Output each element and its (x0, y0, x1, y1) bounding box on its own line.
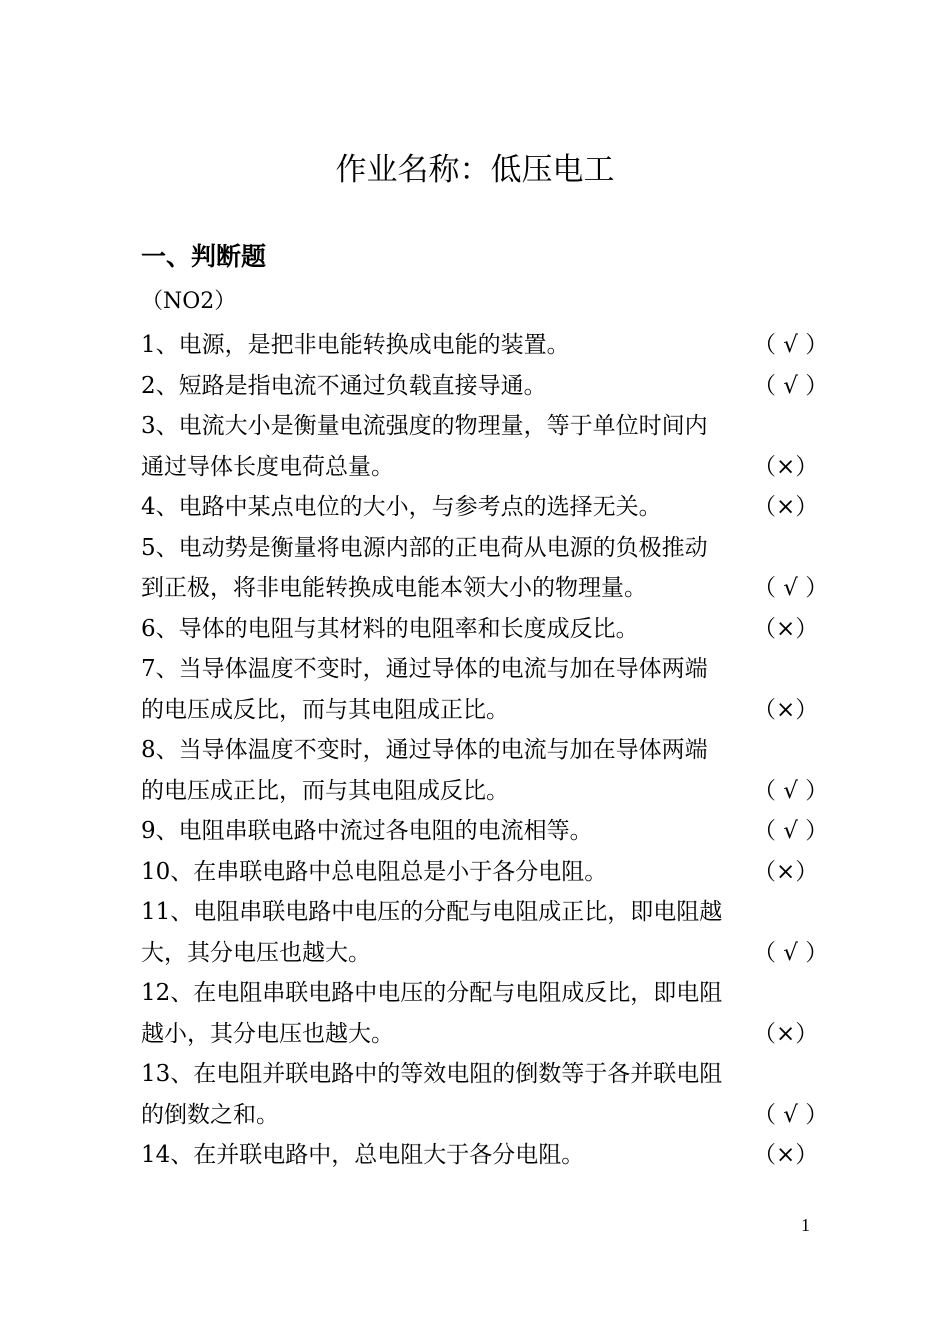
answer-mark: （ √ ） (753, 818, 829, 844)
answer-mark: （ √ ） (753, 1102, 829, 1128)
question-line (141, 730, 811, 770)
question-text: 到正极，将非电能转换成电能本领大小的物理量。 (141, 575, 647, 601)
answer-mark: （×） (753, 859, 819, 885)
document-title: 作业名称：低压电工 (335, 152, 615, 188)
question-text: 通过导体长度电荷总量。 (141, 454, 394, 480)
question-line (141, 568, 829, 608)
question-text: 11、电阻串联电路中电压的分配与电阻成正比，即电阻越 (141, 899, 723, 925)
question-line (141, 811, 829, 851)
question-line (141, 406, 811, 446)
question-text: 12、在电阻串联电路中电压的分配与电阻成反比，即电阻 (141, 980, 723, 1006)
question-line (141, 1054, 811, 1094)
question-text: 6、导体的电阻与其材料的电阻率和长度成反比。 (141, 616, 639, 642)
page-number: 1 (801, 1215, 810, 1235)
question-text: 大，其分电压也越大。 (141, 940, 371, 966)
question-text: 的倒数之和。 (141, 1102, 279, 1128)
answer-mark: （ √ ） (753, 332, 829, 358)
answer-mark: （×） (753, 697, 819, 723)
question-line (141, 892, 811, 932)
answer-mark: （×） (753, 1021, 819, 1047)
question-line (141, 852, 819, 892)
answer-mark: （ √ ） (753, 575, 829, 601)
answer-mark: （×） (753, 454, 819, 480)
answer-mark: （×） (753, 1142, 819, 1168)
question-line (141, 649, 811, 689)
question-text: 10、在串联电路中总电阻总是小于各分电阻。 (141, 859, 608, 885)
question-line (141, 1095, 829, 1135)
question-text: 4、电路中某点电位的大小，与参考点的选择无关。 (141, 494, 662, 520)
question-line (141, 933, 829, 973)
question-text: 7、当导体温度不变时，通过导体的电流与加在导体两端 (141, 656, 708, 682)
question-line (141, 973, 811, 1013)
question-text: 5、电动势是衡量将电源内部的正电荷从电源的负极推动 (141, 535, 708, 561)
question-line (141, 366, 829, 406)
question-line (141, 487, 819, 527)
question-line (141, 771, 829, 811)
question-text: 9、电阻串联电路中流过各电阻的电流相等。 (141, 818, 593, 844)
answer-mark: （×） (753, 616, 819, 642)
question-line (141, 609, 819, 649)
question-text: 8、当导体温度不变时，通过导体的电流与加在导体两端 (141, 737, 708, 763)
question-text: 1、电源，是把非电能转换成电能的装置。 (141, 332, 570, 358)
question-text: 2、短路是指电流不通过负载直接导通。 (141, 373, 547, 399)
question-text: 的电压成正比，而与其电阻成反比。 (141, 778, 509, 804)
question-text: 越小，其分电压也越大。 (141, 1021, 394, 1047)
series-code: （NO2） (141, 289, 237, 314)
question-line (141, 1135, 819, 1175)
section-heading: 一、判断题 (141, 242, 267, 271)
question-text: 的电压成反比，而与其电阻成正比。 (141, 697, 509, 723)
answer-mark: （ √ ） (753, 373, 829, 399)
answer-mark: （ √ ） (753, 778, 829, 804)
question-line (141, 447, 819, 487)
question-text: 13、在电阻并联电路中的等效电阻的倒数等于各并联电阻 (141, 1061, 723, 1087)
question-text: 3、电流大小是衡量电流强度的物理量，等于单位时间内 (141, 413, 708, 439)
question-line (141, 325, 829, 365)
question-line (141, 1014, 819, 1054)
answer-mark: （×） (753, 494, 819, 520)
question-line (141, 528, 811, 568)
question-text: 14、在并联电路中，总电阻大于各分电阻。 (141, 1142, 585, 1168)
answer-mark: （ √ ） (753, 940, 829, 966)
question-line (141, 690, 819, 730)
